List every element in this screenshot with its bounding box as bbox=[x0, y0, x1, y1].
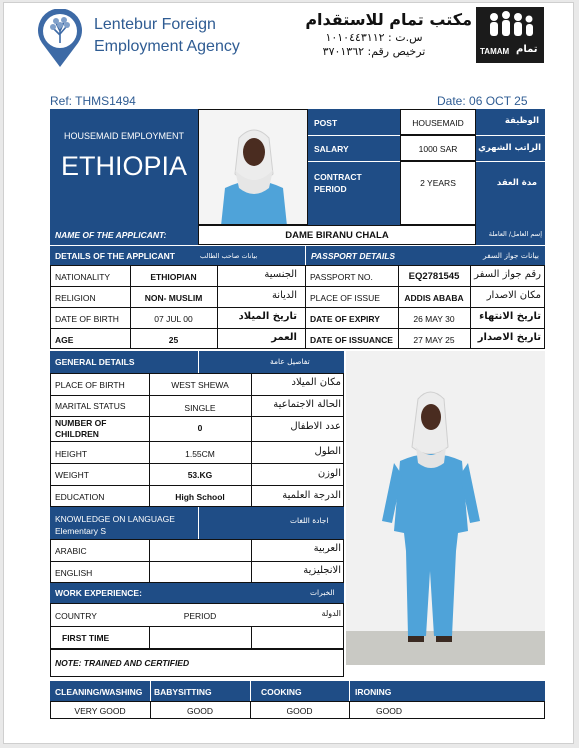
skill-cleaning-label: CLEANING/WASHING bbox=[55, 687, 143, 697]
skill-ironing-label: IRONING bbox=[355, 687, 392, 697]
passport-no-label: PASSPORT NO. bbox=[310, 272, 373, 282]
taman-arabic: تمام bbox=[516, 44, 538, 55]
post-label: POST bbox=[314, 118, 338, 128]
children-value: 0 bbox=[197, 423, 203, 433]
salary-label: SALARY bbox=[314, 144, 349, 154]
applicant-portrait bbox=[198, 109, 308, 225]
full-body-photo-icon bbox=[346, 351, 545, 665]
passport-header-ar: بيانات جواز السفر bbox=[482, 251, 539, 260]
name-value-cell bbox=[198, 225, 476, 245]
contract-label-2: PERIOD bbox=[314, 184, 347, 194]
post-label-cell bbox=[308, 109, 400, 135]
arabic-language-ar: العربية bbox=[313, 543, 341, 554]
height-value: 1.55CM bbox=[185, 449, 215, 459]
contract-ar: مدة العقد bbox=[496, 178, 537, 188]
people-icon bbox=[476, 7, 544, 47]
height-ar: الطول bbox=[314, 446, 341, 457]
education-ar: الدرجة العلمية bbox=[282, 490, 341, 501]
issuance-value: 27 MAY 25 bbox=[413, 335, 455, 345]
pob-value: WEST SHEWA bbox=[171, 380, 229, 390]
education-value: High School bbox=[175, 492, 225, 502]
contract-ar-cell bbox=[476, 161, 545, 225]
children-label-1: NUMBER OF bbox=[55, 418, 107, 428]
marital-value: SINGLE bbox=[184, 403, 216, 413]
general-header-ar: تفاصيل عامة bbox=[270, 357, 310, 366]
salary-label-cell bbox=[308, 135, 400, 161]
post-value-cell bbox=[400, 109, 476, 135]
cv-sheet bbox=[3, 2, 574, 744]
post-ar: الوظيفة bbox=[504, 116, 539, 126]
taman-brand: TAMAM bbox=[480, 47, 510, 56]
pob-label: PLACE OF BIRTH bbox=[55, 380, 125, 390]
salary-ar-cell bbox=[476, 135, 545, 161]
expiry-label: DATE OF EXPIRY bbox=[310, 314, 380, 324]
skill-babysitting-value: GOOD bbox=[187, 706, 213, 716]
general-header-label: GENERAL DETAILS bbox=[55, 357, 135, 367]
skill-cooking-label: COOKING bbox=[261, 687, 302, 697]
arabic-cr-number: س.ت : ١٠١٠٤٤٣١١٢ bbox=[325, 31, 423, 44]
employment-type: HOUSEMAID EMPLOYMENT bbox=[63, 131, 184, 141]
applicant-name: DAME BIRANU CHALA bbox=[285, 230, 389, 241]
work-header-label: WORK EXPERIENCE: bbox=[55, 588, 142, 598]
details-header-ar: بيانات صاحب الطالب bbox=[200, 252, 258, 260]
contract-value: 2 YEARS bbox=[420, 178, 456, 188]
work-header bbox=[50, 583, 344, 603]
age-ar: العمر bbox=[271, 332, 297, 343]
place-of-issue-label: PLACE OF ISSUE bbox=[310, 293, 380, 303]
contract-label-1: CONTRACT bbox=[314, 172, 362, 182]
skill-babysitting-label: BABYSITTING bbox=[154, 687, 212, 697]
passport-no-value: EQ2781545 bbox=[408, 271, 460, 282]
religion-value: NON- MUSLIM bbox=[144, 293, 203, 303]
first-time-label: FIRST TIME bbox=[62, 633, 110, 643]
pob-ar: مكان الميلاد bbox=[291, 377, 341, 388]
marital-ar: الحالة الاجتماعية bbox=[273, 399, 341, 410]
language-header bbox=[50, 507, 344, 539]
salary-value-cell bbox=[400, 135, 476, 161]
language-level: Elementary S bbox=[55, 526, 107, 536]
arabic-language-label: ARABIC bbox=[55, 546, 87, 556]
children-ar: عدد الاطفال bbox=[290, 421, 341, 432]
weight-value: 53.KG bbox=[187, 470, 213, 480]
education-label: EDUCATION bbox=[55, 492, 105, 502]
marital-label: MARITAL STATUS bbox=[55, 401, 126, 411]
religion-ar: الديانة bbox=[271, 290, 297, 301]
reference-number: Ref: THMS1494 bbox=[50, 94, 136, 108]
issuance-ar: تاريخ الاصدار bbox=[477, 332, 541, 343]
age-label: AGE bbox=[55, 335, 74, 345]
passport-no-ar: رقم جواز السفر bbox=[474, 269, 541, 280]
expiry-ar: تاريخ الانتهاء bbox=[479, 311, 541, 322]
country-panel bbox=[50, 109, 198, 225]
note-cell bbox=[50, 649, 344, 677]
salary-value: 1000 SAR bbox=[418, 144, 458, 154]
post-ar-cell bbox=[476, 109, 545, 135]
weight-label: WEIGHT bbox=[55, 470, 89, 480]
contract-label-cell bbox=[308, 161, 400, 225]
note-text: NOTE: TRAINED AND CERTIFIED bbox=[55, 658, 190, 668]
name-label: NAME OF THE APPLICANT: bbox=[55, 230, 167, 240]
name-ar: إسم العامل/ العاملة bbox=[488, 230, 542, 238]
agency-name-line2: Employment Agency bbox=[94, 38, 240, 55]
work-period-label: PERIOD bbox=[183, 611, 217, 621]
agency-name-line1: Lentebur Foreign bbox=[94, 16, 216, 33]
salary-ar: الراتب الشهري bbox=[478, 143, 541, 153]
nationality-ar: الجنسية bbox=[264, 269, 297, 280]
language-header-ar: اجادة اللغات bbox=[290, 516, 329, 525]
applicant-full-photo bbox=[346, 351, 545, 665]
place-of-issue-ar: مكان الاصدار bbox=[486, 290, 541, 301]
portrait-photo-icon bbox=[199, 110, 308, 225]
nationality-label: NATIONALITY bbox=[55, 272, 111, 282]
post-value: HOUSEMAID bbox=[412, 118, 464, 128]
language-header-label: KNOWLEDGE ON LANGUAGE bbox=[55, 514, 175, 524]
general-grid bbox=[50, 373, 344, 507]
age-value: 25 bbox=[168, 335, 179, 345]
weight-ar: الوزن bbox=[317, 468, 341, 479]
skill-cooking-value: GOOD bbox=[286, 706, 313, 716]
expiry-value: 26 MAY 30 bbox=[413, 314, 455, 324]
details-header-label: DETAILS OF THE APPLICANT bbox=[55, 251, 175, 261]
skill-ironing-value: GOOD bbox=[376, 706, 402, 716]
issuance-label: DATE OF ISSUANCE bbox=[310, 335, 393, 345]
children-label-2: CHILDREN bbox=[55, 429, 99, 439]
work-country-ar: الدولة bbox=[321, 609, 341, 618]
dob-label: DATE OF BIRTH bbox=[55, 314, 119, 324]
passport-header-label: PASSPORT DETAILS bbox=[311, 251, 396, 261]
arabic-office-name: مكتب تمام للاستقدام bbox=[305, 10, 472, 29]
passport-header bbox=[305, 245, 545, 265]
details-header bbox=[50, 245, 305, 265]
agency-logo bbox=[34, 9, 86, 69]
name-label-cell bbox=[50, 225, 198, 245]
english-language-ar: الانجليزية bbox=[303, 565, 341, 576]
arabic-license-number: ترخيص رقم: ٣٧٠١٣٦٢ bbox=[322, 45, 426, 58]
english-language-label: ENGLISH bbox=[55, 568, 93, 578]
work-country-label: COUNTRY bbox=[55, 611, 97, 621]
dob-value: 07 JUL 00 bbox=[154, 314, 193, 324]
place-of-issue-value: ADDIS ABABA bbox=[404, 293, 464, 303]
work-header-ar: الخبرات bbox=[310, 588, 335, 597]
religion-label: RELIGION bbox=[55, 293, 96, 303]
contract-value-cell bbox=[400, 161, 476, 225]
tree-pin-icon bbox=[34, 9, 86, 69]
nationality-value: ETHIOPIAN bbox=[150, 272, 197, 282]
general-header bbox=[50, 351, 344, 373]
taman-logo bbox=[476, 7, 544, 63]
skill-cleaning-value: VERY GOOD bbox=[74, 706, 126, 716]
name-ar-cell bbox=[476, 225, 545, 245]
document-date: Date: 06 OCT 25 bbox=[437, 94, 528, 108]
height-label: HEIGHT bbox=[55, 449, 88, 459]
dob-ar: تاريخ الميلاد bbox=[238, 311, 297, 322]
country-title: ETHIOPIA bbox=[60, 151, 188, 181]
